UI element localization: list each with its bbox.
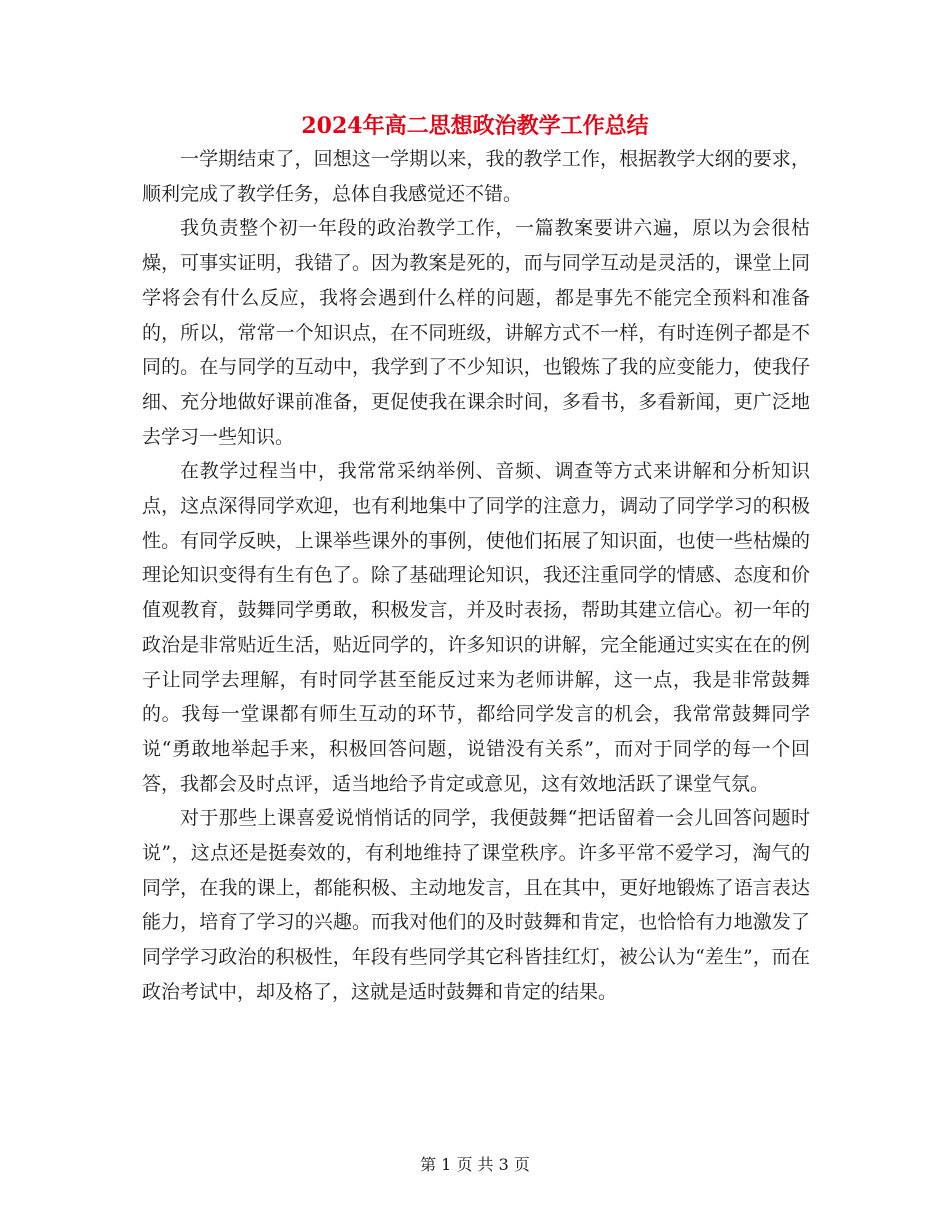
paragraph-1: 一学期结束了，回想这一学期以来，我的教学工作，根据教学大纲的要求，顺利完成了教学任务，总体自我感觉还不错。: [142, 148, 810, 205]
paragraph-4: 对于那些上课喜爱说悄悄话的同学，我便鼓舞“把话留着一会儿回答问题时说”，这点还是挺奏效的，有利地维持了课堂秩序。许多平常不爱学习，淘气的同学，在我的课上，都能积极、主动地发言，且在其中，更好地锻炼了语言表达能力，培育了学习的兴趣。而我对他们的及时鼓舞和肯定，也恰恰有力地激发了同学学习政治的积极性，年段有些同学其它科皆挂红灯，被公认为“差生”，而在政治考试中，却及格了，这就是适时鼓舞和肯定的结果。: [142, 807, 810, 1003]
document-body: [142, 142, 810, 1010]
paragraph-2: 我负责整个初一年段的政治教学工作，一篇教案要讲六遍，原以为会很枯燥，可事实证明，我错了。因为教案是死的，而与同学互动是灵活的，课堂上同学将会有什么反应，我将会遇到什么样的问题，都是事先不能完全预料和准备的，所以，常常一个知识点，在不同班级，讲解方式不一样，有时连例子都是不同的。在与同学的互动中，我学到了不少知识，也锻炼了我的应变能力，使我仔细、充分地做好课前准备，更促使我在课余时间，多看书，多看新闻，更广泛地去学习一些知识。: [142, 217, 810, 448]
document-title: 2024年高二思想政治教学工作总结: [301, 113, 649, 139]
page-number-footer: 第 1 页 共 3 页: [420, 1155, 530, 1174]
paragraph-3: 在教学过程当中，我常常采纳举例、音频、调查等方式来讲解和分析知识点，这点深得同学欢迎，也有利地集中了同学的注意力，调动了同学学习的积极性。有同学反映，上课举些课外的事例，使他们拓展了知识面，也使一些枯燥的理论知识变得有生有色了。除了基础理论知识，我还注重同学的情感、态度和价值观教育，鼓舞同学勇敢，积极发言，并及时表扬，帮助其建立信心。初一年的政治是非常贴近生活，贴近同学的，许多知识的讲解，完全能通过实实在在的例子让同学去理解，有时同学甚至能反过来为老师讲解，这一点，我是非常鼓舞的。我每一堂课都有师生互动的环节，都给同学发言的机会，我常常鼓舞同学说“勇敢地举起手来，积极回答问题，说错没有关系”，而对于同学的每一个回答，我都会及时点评，适当地给予肯定或意见，这有效地活跃了课堂气氛。: [142, 460, 810, 795]
